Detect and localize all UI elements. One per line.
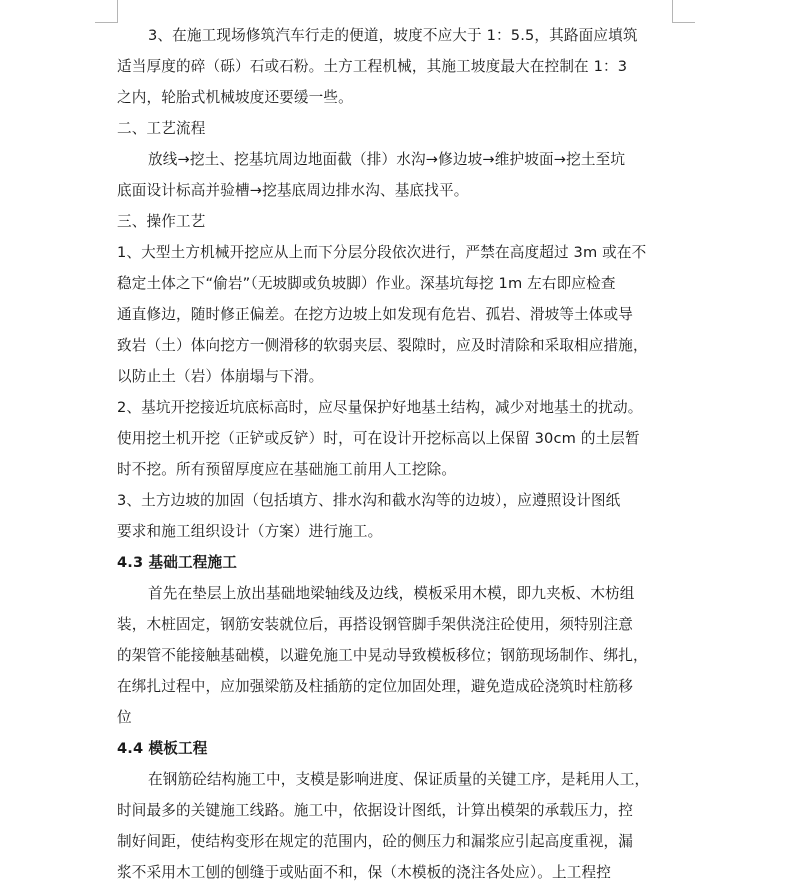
section-heading-bold: 4.4 模板工程 bbox=[117, 740, 208, 757]
text-line: 通直修边，随时修正偏差。在挖方边坡上如发现有危岩、孤岩、滑坡等土体或导 bbox=[117, 306, 634, 323]
section-heading: 三、操作工艺 bbox=[117, 213, 206, 230]
text-line: 放线→挖土、挖基坑周边地面截（排）水沟→修边坡→维护坡面→挖土至坑 bbox=[148, 151, 626, 168]
text-line: 之内，轮胎式机械坡度还要缓一些。 bbox=[117, 89, 353, 106]
text-line: 时不挖。所有预留厚度应在基础施工前用人工挖除。 bbox=[117, 461, 457, 478]
text-line: 3、在施工现场修筑汽车行走的便道，坡度不应大于 1：5.5，其路面应填筑 bbox=[148, 27, 638, 44]
document-body bbox=[117, 20, 673, 888]
text-line: 3、土方边坡的加固（包括填方、排水沟和截水沟等的边坡），应遵照设计图纸 bbox=[117, 492, 621, 509]
text-line: 首先在垫层上放出基础地梁轴线及边线，模板采用木模，即九夹板、木枋组 bbox=[148, 585, 635, 602]
crop-mark-top-right bbox=[672, 0, 695, 23]
text-line: 在绑扎过程中，应加强梁筋及柱插筋的定位加固处理，避免造成砼浇筑时柱筋移 bbox=[117, 678, 634, 695]
text-line: 致岩（土）体向挖方一侧滑移的软弱夹层、裂隙时，应及时清除和采取相应措施， bbox=[117, 337, 648, 354]
text-line: 使用挖土机开挖（正铲或反铲）时，可在设计开挖标高以上保留 30cm 的土层暂 bbox=[117, 430, 640, 447]
text-line: 1、大型土方机械开挖应从上而下分层分段依次进行，严禁在高度超过 3m 或在不 bbox=[117, 244, 647, 261]
text-line: 的架管不能接触基础模，以避免施工中晃动导致模板移位；钢筋现场制作、绑扎， bbox=[117, 647, 648, 664]
text-line: 在钢筋砼结构施工中，支模是影响进度、保证质量的关键工序，是耗用人工， bbox=[148, 771, 650, 788]
text-line: 浆不采用木工刨的刨缝于或贴面不和，保（木模板的浇注各处应）。上工程控 bbox=[117, 864, 611, 881]
crop-mark-top-left bbox=[95, 0, 118, 23]
section-heading: 二、工艺流程 bbox=[117, 120, 206, 137]
text-line: 底面设计标高并验槽→挖基底周边排水沟、基底找平。 bbox=[117, 182, 469, 199]
text-line: 装，木桩固定，钢筋安装就位后，再搭设钢管脚手架供浇注砼使用，须特别注意 bbox=[117, 616, 634, 633]
section-heading-bold: 4.3 基础工程施工 bbox=[117, 554, 237, 571]
text-line: 位 bbox=[117, 709, 132, 726]
text-line: 制好间距，使结构变形在规定的范围内，砼的侧压力和漏浆应引起高度重视，漏 bbox=[117, 833, 634, 850]
text-line: 2、基坑开挖接近坑底标高时，应尽量保护好地基土结构，减少对地基土的扰动。 bbox=[117, 399, 643, 416]
text-line: 适当厚度的碎（砾）石或石粉。土方工程机械，其施工坡度最大在控制在 1：3 bbox=[117, 58, 628, 75]
text-line: 时间最多的关键施工线路。施工中，依据设计图纸，计算出模架的承载压力，控 bbox=[117, 802, 634, 819]
text-line: 稳定土体之下“偷岩”（无坡脚或负坡脚）作业。深基坑每挖 1m 左右即应检查 bbox=[117, 275, 616, 292]
text-line: 要求和施工组织设计（方案）进行施工。 bbox=[117, 523, 383, 540]
text-line: 以防止土（岩）体崩塌与下滑。 bbox=[117, 368, 324, 385]
